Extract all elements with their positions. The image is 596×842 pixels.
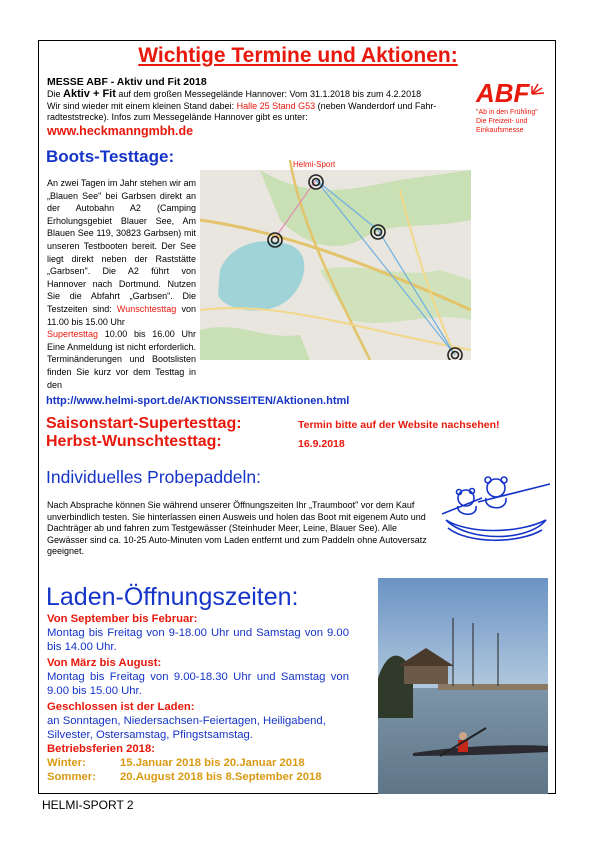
map-label-helmi: Helmi-Sport: [293, 160, 336, 169]
page-title: Wichtige Termine und Aktionen:: [138, 44, 458, 67]
footer: HELMI-SPORT 2: [42, 798, 134, 812]
laden-heading: Laden-Öffnungszeiten:: [46, 583, 299, 611]
herbst-label: Herbst-Wunschtesttag:: [46, 433, 222, 450]
sep-feb-text: Montag bis Freitag von 9-18.00 Uhr und Samstag von 9.00 bis 14.00 Uhr.: [47, 627, 349, 653]
saison-value: Termin bitte auf der Website nachsehen!: [298, 419, 500, 431]
ferien-label: Betriebsferien 2018:: [47, 743, 155, 755]
herbst-value: 16.9.2018: [298, 438, 345, 450]
kayak-bears-illustration: [438, 470, 552, 550]
closed-label: Geschlossen ist der Laden:: [47, 701, 195, 713]
area-map: [200, 160, 471, 360]
mar-aug-text: Montag bis Freitag von 9.00-18.30 Uhr und Samstag von 9.00 bis 15.00 Uhr.: [47, 671, 349, 697]
aktionen-link[interactable]: http://www.helmi-sport.de/AKTIONSSEITEN/Aktionen.html: [46, 395, 350, 407]
closed-text: an Sonntagen, Niedersachsen-Feiertagen, Heiligabend, Silvester, Ostersamstag, Pfingstsamstag.: [47, 715, 326, 741]
boots-heading: Boots-Testtage:: [46, 147, 175, 166]
probe-text: Nach Absprache können Sie während unserer Öffnungszeiten Ihr „Traumboot" vor dem Kauf unverbindlich testen. Sie hinterlassen einen Ausweis und holen das Boot mit eigenem Auto und Dachträger ab und fahren zum Testgewässer (Steinhuder Meer, Leine, Blauer See). Alle Gewässer sind ca. 10-25 Auto-Minuten vom Laden entfernt und zum Paddeln ohne Autoversatz geeignet.: [47, 500, 427, 556]
messe-url[interactable]: www.heckmanngmbh.de: [47, 124, 194, 138]
sun-icon: [528, 76, 550, 98]
probe-heading: Individuelles Probepaddeln:: [46, 467, 262, 487]
boots-text: An zwei Tagen im Jahr stehen wir am „Blauen See" bei Garbsen direkt an der Autobahn A2 (Camping Erholungsgebiet Blauer See, Am Blauen See 119, 30823 Garbsen) mit unseren Testbooten bereit. Der See liegt direkt neben der Raststätte „Garbsen". Die A2 führt von Hannover nach Dortmund. Nutzen Sie die Abfahrt „Garbsen". Die Testzeiten sind: Wunschtesttag von 11.00 bis 15.00 Uhr Supertesttag 10.00 bis 16.00 Uhr Eine Anmeldung ist nicht erforderlich. Terminänderungen und Bootslisten finden Sie kurz vor dem Testtag in den: [47, 178, 196, 390]
laden-hours: [47, 612, 349, 784]
messe-heading: MESSE ABF - Aktiv und Fit 2018: [47, 76, 207, 88]
messe-text: Die Aktiv + Fit auf dem großen Messegelände Hannover: Vom 31.1.2018 bis zum 4.2.2018 Wir sind wieder mit einem kleinen Stand dabei: Halle 25 Stand G53 (neben Wanderdorf und Fahr- radteststrecke). Infos zum Messegelände Hannover gibt es unter:: [47, 88, 437, 122]
ferien-winter: Winter: 15.Januar 2018 bis 20.Januar 2018: [47, 757, 305, 769]
kayak-photo: [378, 578, 548, 794]
sep-feb-label: Von September bis Februar:: [47, 613, 198, 625]
abf-logo: ABF "Ab in den Frühling" Die Freizeit- und Einkaufsmesse: [476, 80, 551, 135]
abf-logo-text: ABF: [476, 78, 530, 108]
ferien-sommer: Sommer: 20.August 2018 bis 8.September 2018: [47, 771, 322, 783]
mar-aug-label: Von März bis August:: [47, 657, 162, 669]
saison-label: Saisonstart-Supertesttag:: [46, 415, 242, 432]
